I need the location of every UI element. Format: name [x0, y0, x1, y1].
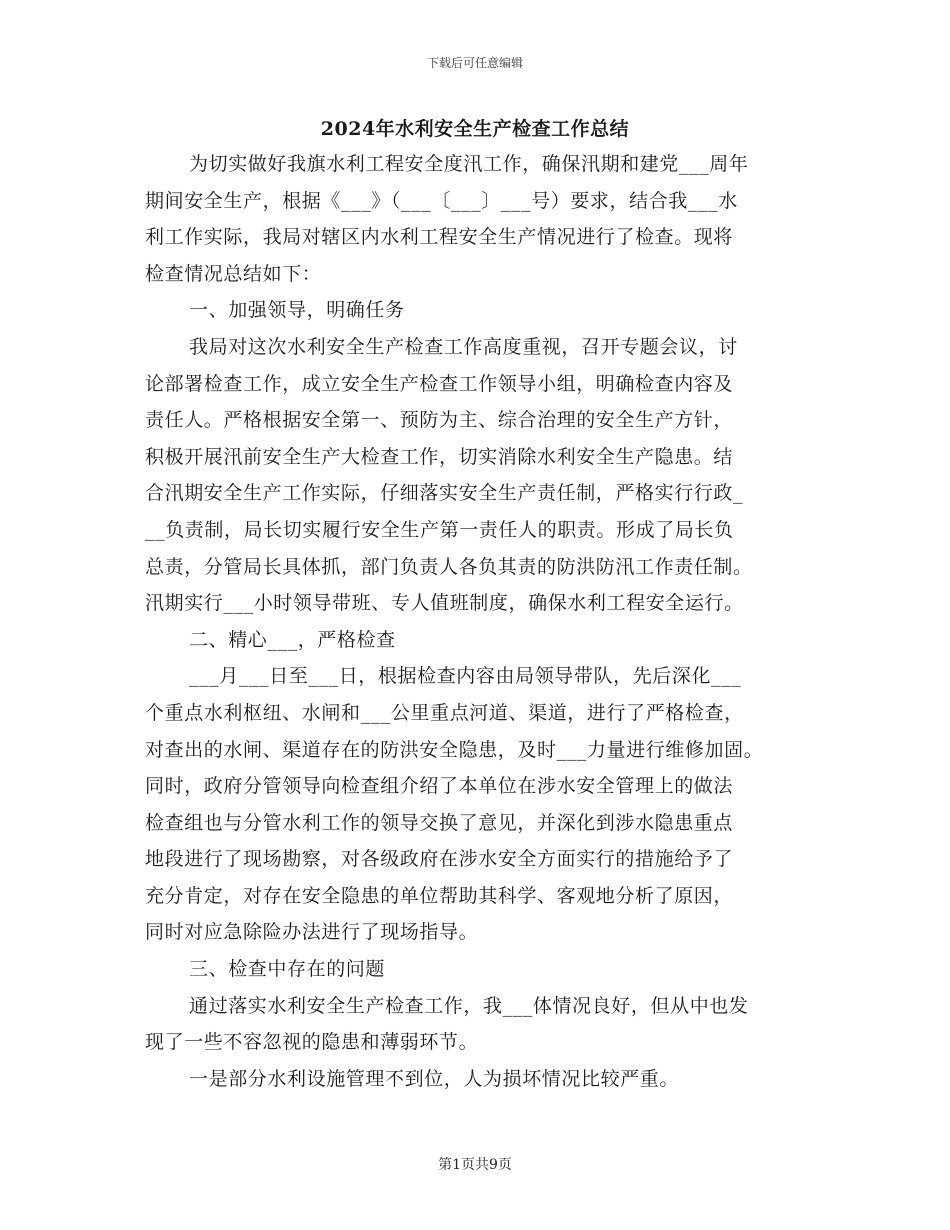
page-footer: 第1页共9页: [438, 1157, 512, 1173]
document-body: [145, 146, 815, 1097]
text-line: 我局对这次水利安全生产检查工作高度重视，召开专题会议，讨: [189, 335, 738, 358]
text-line: 一是部分水利设施管理不到位，人为损坏情况比较严重。: [189, 1067, 680, 1090]
text-line: 通过落实水利安全生产检查工作，我___体情况良好，但从中也发: [189, 994, 749, 1017]
text-line: ___月___日至___日，根据检查内容由局领导带队，先后深化___: [189, 665, 742, 688]
text-line: 同时对应急除险办法进行了现场指导。: [145, 921, 479, 944]
text-line: 一、加强领导，明确任务: [189, 299, 405, 322]
document-title: 2024年水利安全生产检查工作总结: [320, 118, 630, 140]
text-line: 论部署检查工作，成立安全生产检查工作领导小组，明确检查内容及: [145, 372, 734, 395]
text-line: 个重点水利枢纽、水闸和___公里重点河道、渠道，进行了严格检查，: [145, 701, 744, 724]
text-line: 利工作实际，我局对辖区内水利工程安全生产情况进行了检查。现将: [145, 226, 734, 249]
text-line: 同时，政府分管领导向检查组介绍了本单位在涉水安全管理上的做法: [145, 775, 734, 798]
text-line: 三、检查中存在的问题: [189, 958, 386, 981]
text-line: 期间安全生产，根据《___》（___〔___〕___号）要求，结合我___水: [145, 189, 738, 212]
text-line: 地段进行了现场勘察，对各级政府在涉水安全方面实行的措施给予了: [145, 848, 734, 871]
text-line: 责任人。严格根据安全第一、预防为主、综合治理的安全生产方针，: [145, 409, 734, 432]
text-line: 二、精心___，严格检查: [189, 628, 396, 651]
text-line: 汛期实行___小时领导带班、专人值班制度，确保水利工程安全运行。: [145, 592, 744, 615]
text-line: 总责，分管局长具体抓，部门负责人各负其责的防洪防汛工作责任制。: [145, 555, 753, 578]
text-line: 对查出的水闸、渠道存在的防洪安全隐患，及时___力量进行维修加固。: [145, 738, 764, 761]
header-note: 下载后可任意编辑: [426, 56, 523, 70]
text-line: 积极开展汛前安全生产大检查工作，切实消除水利安全生产隐患。结: [145, 445, 734, 468]
text-line: 现了一些不容忽视的隐患和薄弱环节。: [145, 1031, 479, 1054]
text-line: 检查情况总结如下：: [145, 262, 322, 285]
text-line: 检查组也与分管水利工作的领导交换了意见，并深化到涉水隐患重点: [145, 811, 734, 834]
text-line: __负责制，局长切实履行安全生产第一责任人的职责。形成了局长负: [145, 518, 734, 541]
text-line: 充分肯定，对存在安全隐患的单位帮助其科学、客观地分析了原因，: [145, 884, 734, 907]
text-line: 为切实做好我旗水利工程安全度汛工作，确保汛期和建党___周年: [189, 153, 749, 175]
text-line: 合汛期安全生产工作实际，仔细落实安全生产责任制，严格实行行政_: [145, 482, 744, 505]
